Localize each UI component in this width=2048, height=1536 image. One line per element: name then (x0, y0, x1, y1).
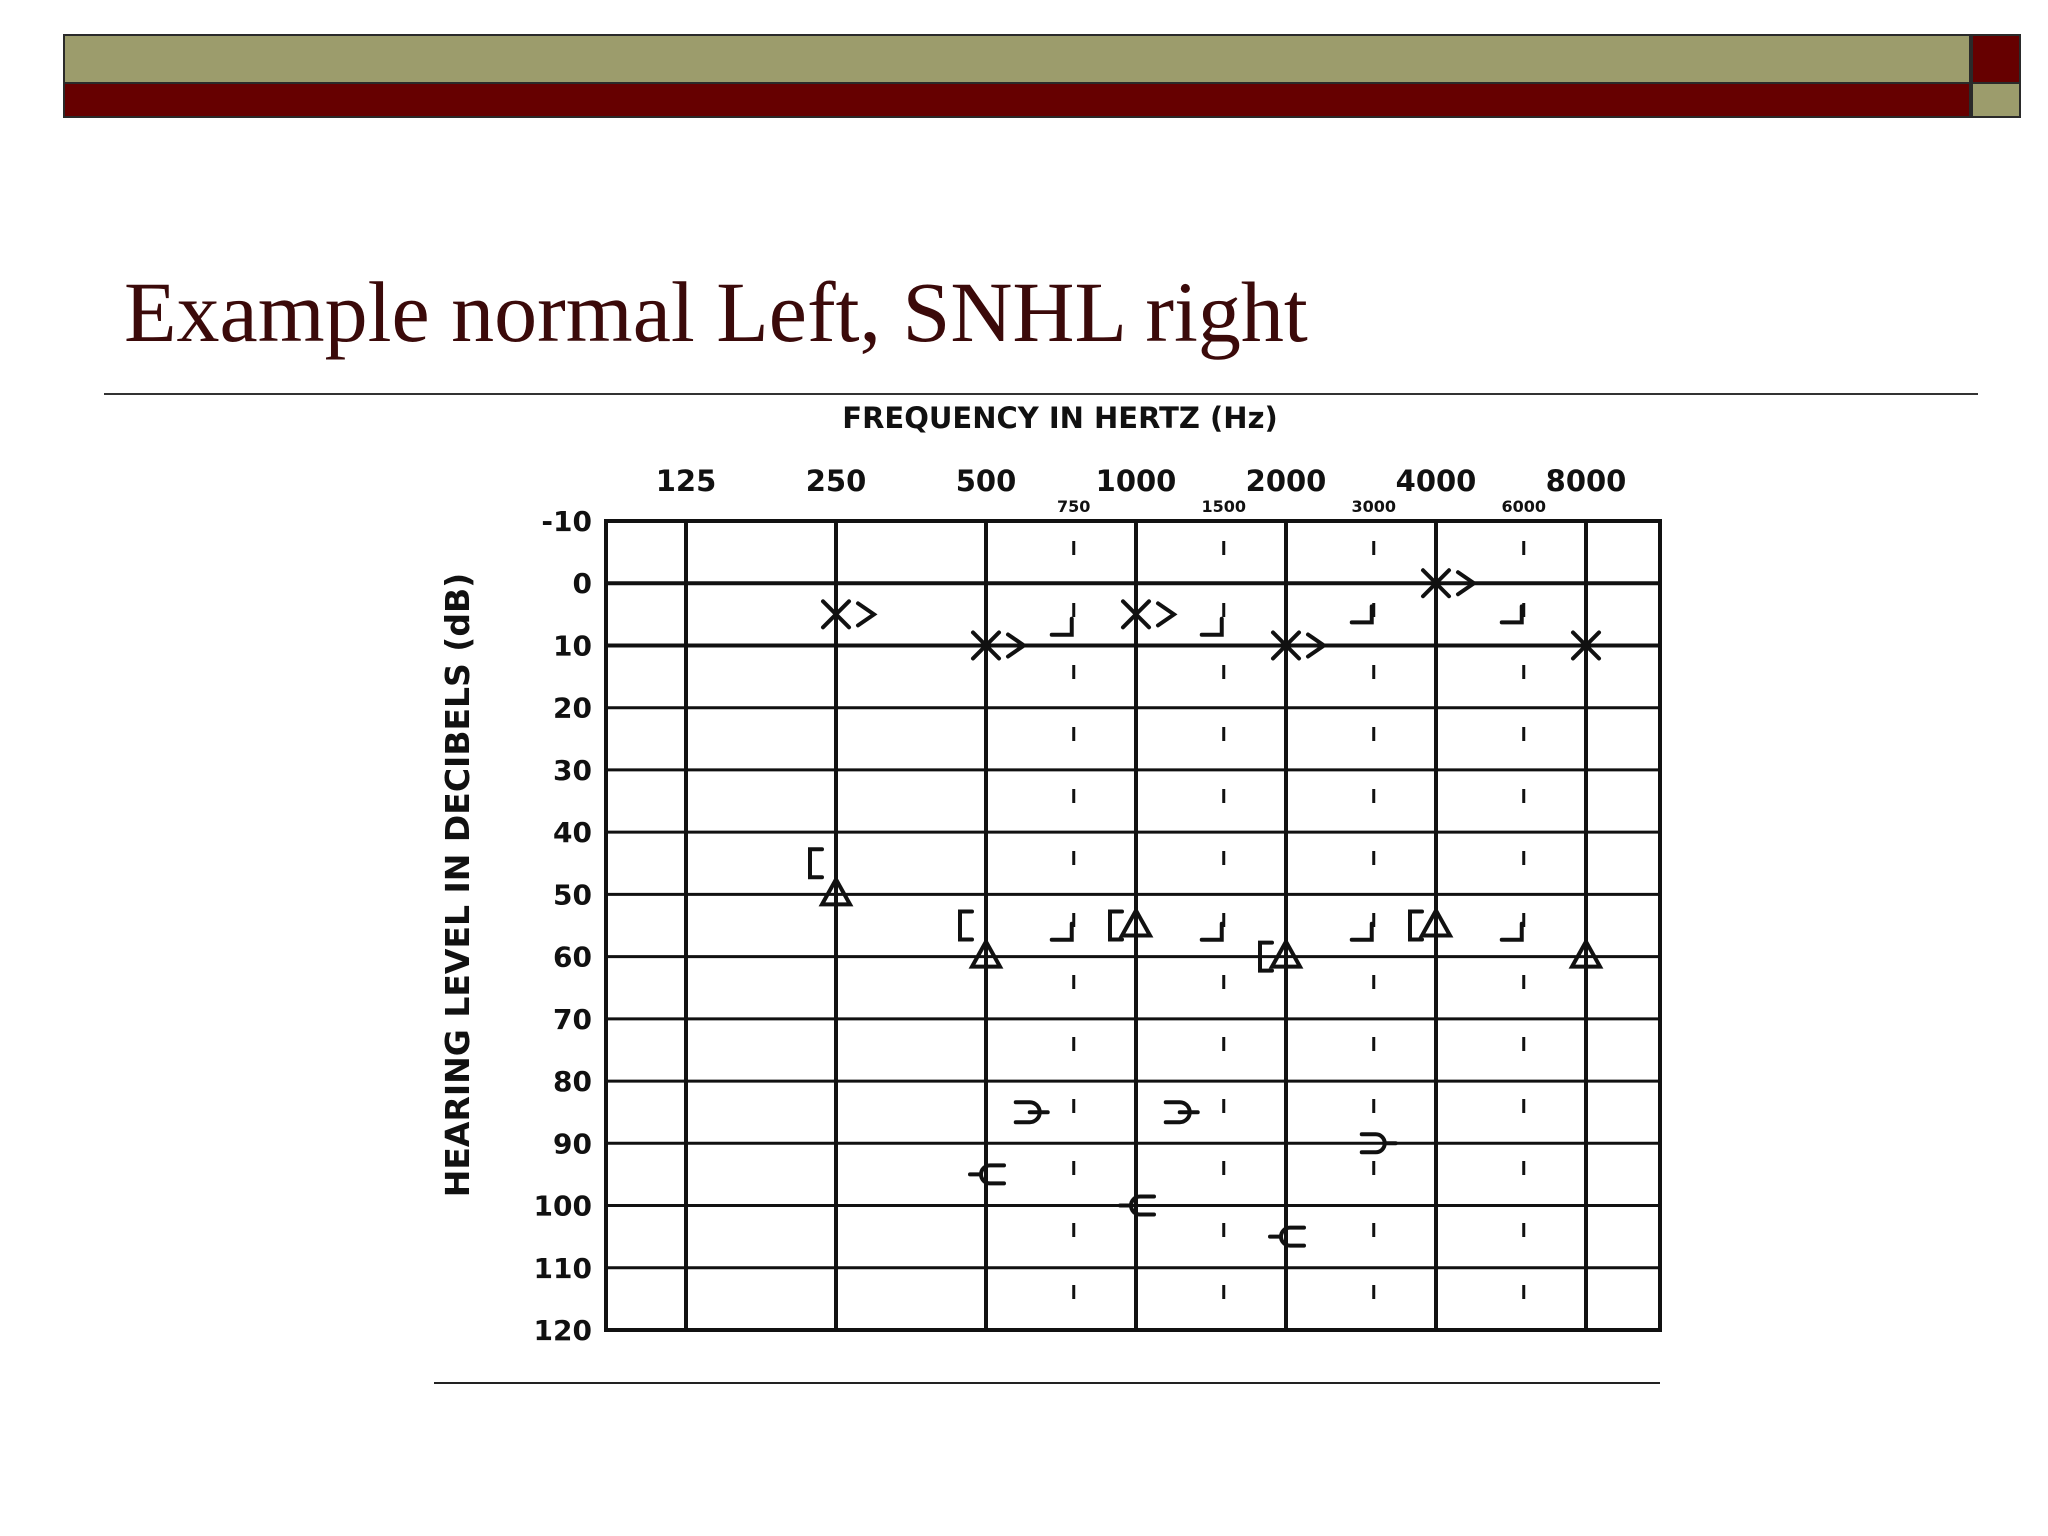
y-tick-label: -10 (541, 505, 592, 538)
header-corner-olive (1971, 84, 2021, 118)
audiogram-mark-bracket-right (1202, 619, 1222, 635)
header-corner-maroon (1971, 34, 2021, 84)
y-axis-title: HEARING LEVEL IN DECIBELS (dB) (438, 572, 477, 1198)
y-tick-label: 100 (533, 1189, 592, 1223)
y-tick-label: 20 (553, 691, 592, 725)
y-tick-label: 50 (553, 878, 592, 912)
y-tick-label: 10 (553, 629, 592, 663)
audiogram-mark-y (1016, 1102, 1048, 1122)
y-tick-label: 80 (553, 1065, 592, 1099)
x-minor-tick-label: 6000 (1501, 497, 1547, 516)
y-tick-label: 60 (553, 940, 592, 974)
audiogram-mark-bracket-right-lower (1202, 924, 1222, 940)
y-tick-label: 110 (533, 1251, 592, 1285)
x-minor-tick-label: 750 (1057, 497, 1091, 516)
y-tick-label: 40 (553, 816, 592, 850)
slide-title: Example normal Left, SNHL right (124, 264, 1308, 360)
x-tick-label: 125 (655, 464, 717, 498)
y-tick-label: 30 (553, 753, 592, 787)
x-minor-tick-label: 1500 (1201, 497, 1247, 516)
audiogram-mark-bracket-right (1052, 619, 1072, 635)
y-tick-label: 90 (553, 1127, 592, 1161)
audiogram-mark-bracket-right (1502, 606, 1522, 622)
x-tick-label: 2000 (1245, 464, 1327, 498)
x-tick-label: 4000 (1395, 464, 1477, 498)
audiogram-chart (420, 395, 1680, 1395)
audiogram-mark-> (858, 603, 874, 625)
tick-labels (534, 464, 1627, 1347)
header-band-olive (63, 34, 1971, 84)
header-band-maroon (63, 84, 1971, 118)
y-tick-label: 70 (553, 1002, 592, 1036)
audiogram-mark-bracket-right-lower (1502, 924, 1522, 940)
audiogram-mark-bracket-right-lower (1352, 924, 1372, 940)
x-minor-tick-label: 3000 (1351, 497, 1397, 516)
x-tick-label: 500 (955, 464, 1017, 498)
audiogram-mark-bracket-right-lower (1052, 924, 1072, 940)
x-tick-label: 250 (805, 464, 867, 498)
y-tick-label: 120 (533, 1314, 592, 1347)
audiogram-mark-y (1166, 1102, 1198, 1122)
audiogram-mark-bracket-right (1352, 606, 1372, 622)
x-axis-title: FREQUENCY IN HERTZ (Hz) (842, 401, 1278, 435)
x-tick-label: 1000 (1095, 464, 1177, 498)
audiogram-mark-> (1158, 603, 1174, 625)
x-tick-label: 8000 (1545, 464, 1627, 498)
audiogram-mark-[ (810, 849, 822, 877)
audiogram-mark-[ (960, 912, 972, 940)
y-tick-label: 0 (572, 567, 592, 601)
